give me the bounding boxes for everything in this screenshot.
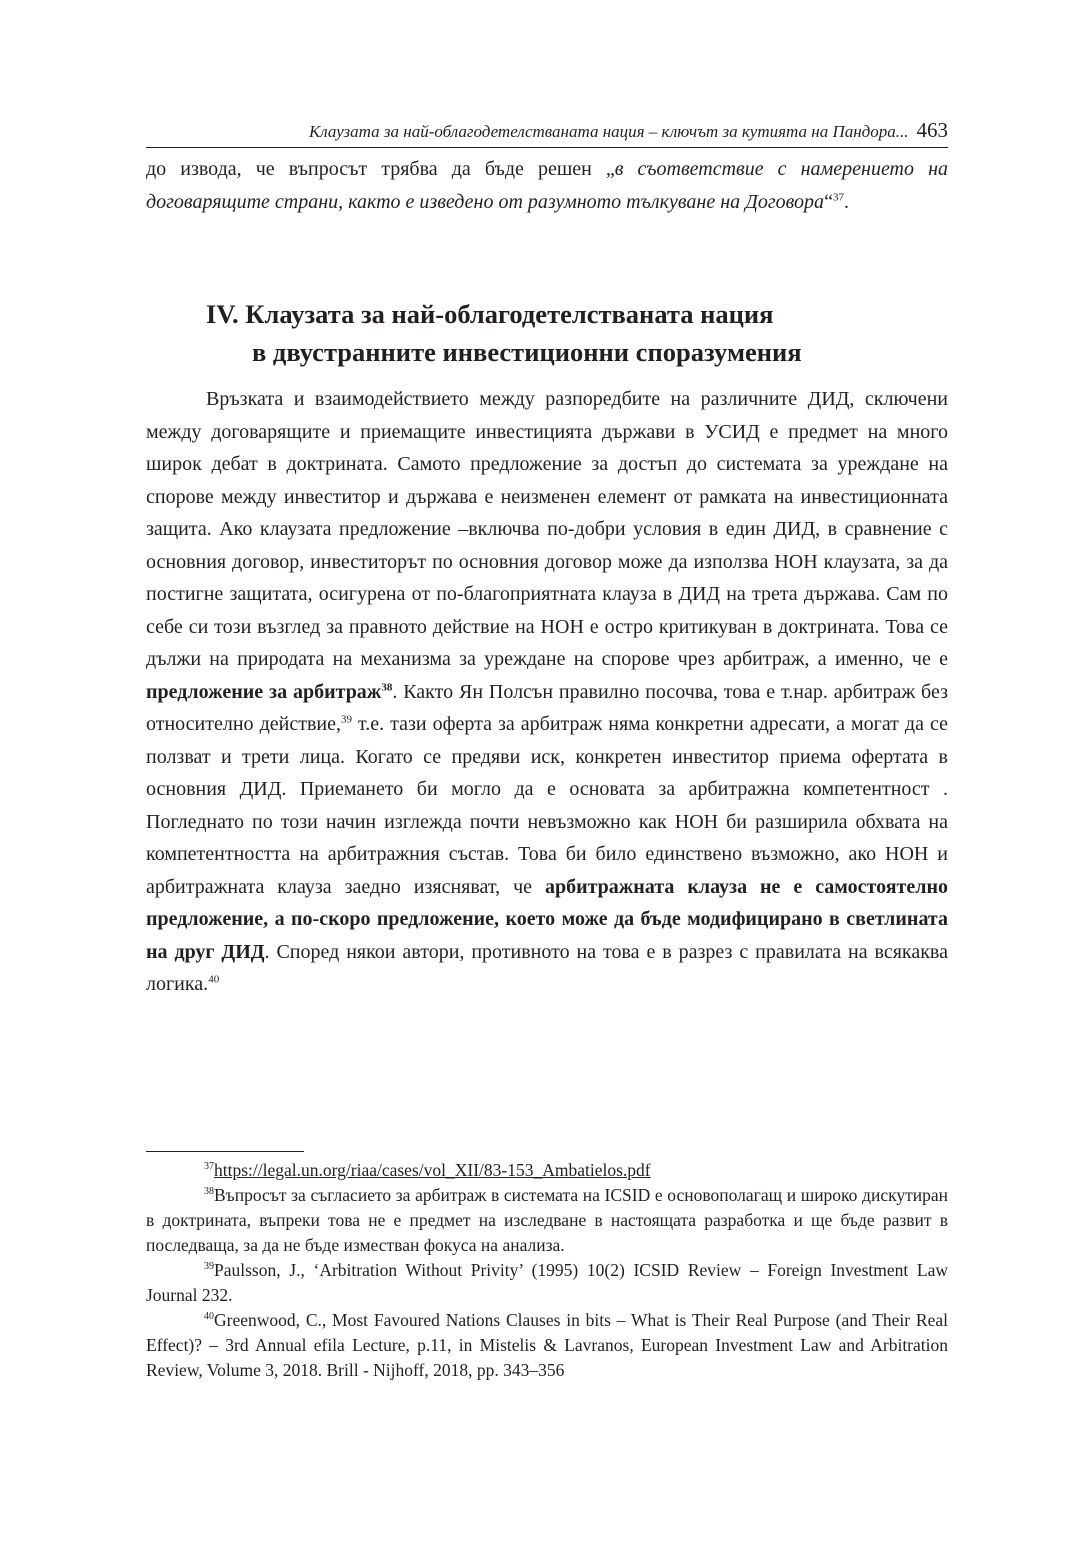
section-heading-line2: в двустранните инвестиционни споразумения — [252, 337, 802, 367]
section-heading-line1: IV. Клаузата за най-облагодетелстваната нация — [206, 299, 774, 329]
body-text-part4: . Според някои автори, противното на това е в разрез с правилата на всякаква логика. — [146, 940, 948, 995]
intro-paragraph — [146, 153, 948, 218]
footnote-ref-40[interactable]: 40 — [208, 973, 220, 986]
body-bold-offer: предложение за арбитраж — [146, 680, 382, 703]
body-text-part1: Връзката и взаимодействието между разпоредбите на различните ДИД, сключени между договарящите и приемащите инвестицията държави в УСИД е предмет на много широк дебат в доктрината. Самото предложение за достъп до системата за уреждане на спорове между инвеститор и държава е неизменен елемент от рамката на инвестиционната защита. Ако клаузата предложение –включва по-добри условия в един ДИД, в сравнение с основния договор, инвеститорът по основния договор може да използва НОН клаузата, за да постигне защитата, осигурена от по-благоприятната клауза в ДИД на трета държава. Сам по себе си този възглед за правното действие на НОН е остро критикуван в доктрината. Това се дължи на природата на механизма за уреждане на спорове чрез арбитраж, а именно, че е — [146, 388, 948, 670]
body-bold-clause: арбитражната клауза не е самостоятелно предложение, а по-скоро предложение, което може да бъде модифицирано в светлината на друг ДИД — [146, 875, 948, 963]
footnote-separator — [146, 1151, 304, 1152]
footnote-text: Greenwood, C., Most Favoured Nations Clauses in bits – What is Their Real Purpose (and Their Real Effect)? – 3rd Annual efila Lecture, p.11, in Mistelis & Lavranos, European Investment Law and Arbitration Review, Volume 3, 2018. Brill - Nijhoff, 2018, pp. 343–356 — [146, 1310, 948, 1380]
intro-text: до извода, че въпросът трябва да бъде решен „ — [146, 158, 615, 180]
footnote-number: 39 — [204, 1261, 214, 1273]
running-title: Клаузата за най-облагодетелстваната нация – ключът за кутията на Пандора... — [309, 122, 909, 141]
footnote-number: 40 — [204, 1311, 214, 1323]
footnote-link[interactable]: https://legal.un.org/riaa/cases/vol_XII/83-153_Ambatielos.pdf — [214, 1160, 651, 1180]
body-text-part3: т.е. тази оферта за арбитраж няма конкретни адресати, а могат да се ползват и трети лица. Когато се предяви иск, конкретен инвеститор приема офертата в основния ДИД. Приемането би могло да е основата за арбитражна компетентност . Погледнато по този начин изглежда почти невъзможно как НОН би разширила обхвата на компетентността на арбитражния състав. Това би било единствено възможно, ако НОН и арбитражната клауза заедно изясняват, че — [146, 713, 948, 898]
footnote-number: 37 — [204, 1161, 214, 1173]
section-heading — [146, 295, 948, 371]
page-number: 463 — [916, 118, 948, 142]
footnotes — [146, 1158, 948, 1383]
footnote-text: Въпросът за съгласието за арбитраж в системата на ICSID е основополагащ и широко дискутиран в доктрината, въпреки това не е предмет на изследване в настоящата разработка и ще бъде развит в последваща, за да не бъде изместван фокуса на анализа. — [146, 1185, 948, 1255]
body-paragraph — [146, 383, 948, 1001]
body-text-part2: . Както Ян Полсън правилно посочва, това е т.нар. арбитраж без относително действие, — [146, 680, 948, 735]
footnote-39 — [146, 1258, 948, 1308]
footnote-number: 38 — [204, 1186, 214, 1198]
footnote-text: Paulsson, J., ‘Arbitration Without Privity’ (1995) 10(2) ICSID Review – Foreign Investment Law Journal 232. — [146, 1260, 948, 1305]
footnote-ref-37[interactable]: 37 — [832, 190, 844, 203]
footnote-ref-38[interactable]: 38 — [381, 680, 393, 693]
footnote-37 — [146, 1158, 948, 1183]
intro-quote: в съответствие с намерението на договарящите страни, както е изведено от разумното тълкуване на Договора — [146, 158, 948, 213]
footnote-ref-39[interactable]: 39 — [340, 713, 352, 726]
running-header — [146, 118, 948, 148]
intro-end: . — [843, 190, 849, 213]
footnote-40 — [146, 1308, 948, 1383]
intro-close-quote: “ — [824, 190, 833, 213]
footnote-38 — [146, 1183, 948, 1258]
